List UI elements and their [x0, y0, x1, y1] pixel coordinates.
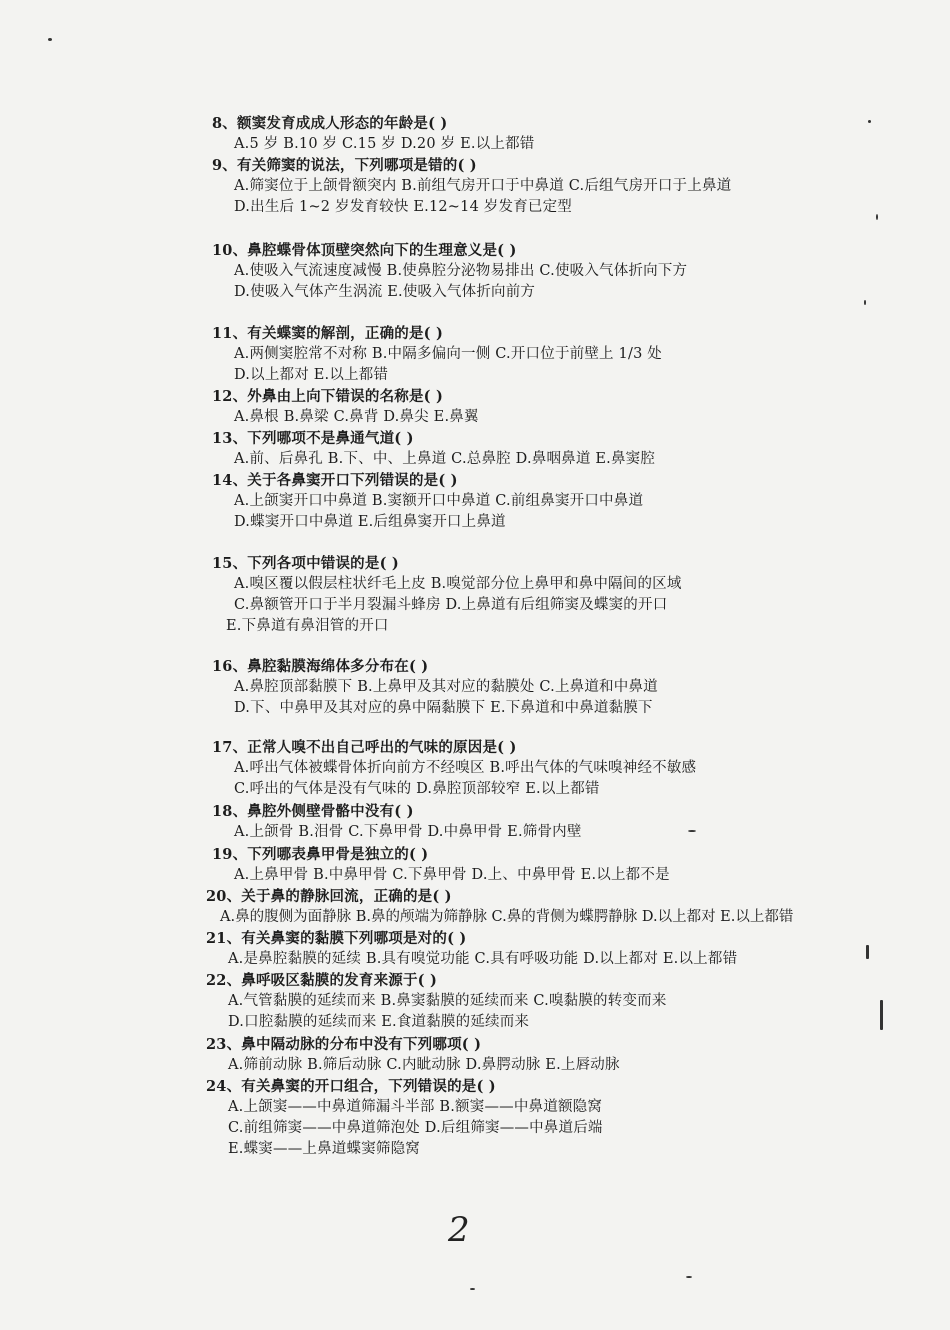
question-options: A.前、后鼻孔 B.下、中、上鼻道 C.总鼻腔 D.鼻咽鼻道 E.鼻窦腔: [234, 451, 656, 467]
question-24: [206, 1076, 603, 1160]
question-stem: 13、下列哪项不是鼻通气道( ): [212, 430, 414, 447]
question-stem: 14、关于各鼻窦开口下列错误的是( ): [212, 472, 458, 489]
question-22: [206, 970, 667, 1033]
question-options: C.前组筛窦——中鼻道筛泡处 D.后组筛窦——中鼻道后端: [228, 1120, 603, 1136]
question-options: E.下鼻道有鼻泪管的开口: [226, 618, 389, 634]
question-stem: 10、鼻腔蝶骨体顶壁突然向下的生理意义是( ): [212, 242, 517, 259]
question-stem: 12、外鼻由上向下错误的名称是( ): [212, 388, 444, 405]
question-options: A.上颌窦开口中鼻道 B.窦额开口中鼻道 C.前组鼻窦开口中鼻道: [234, 493, 644, 509]
question-stem: 21、有关鼻窦的黏膜下列哪项是对的( ): [206, 930, 467, 947]
question-options: A.筛窦位于上颌骨额突内 B.前组气房开口于中鼻道 C.后组气房开口于上鼻道: [234, 178, 732, 194]
question-options: A.鼻腔顶部黏膜下 B.上鼻甲及其对应的黏膜处 C.上鼻道和中鼻道: [234, 679, 658, 695]
question-options: D.以上都对 E.以上都错: [234, 367, 389, 383]
question-options: A.鼻根 B.鼻梁 C.鼻背 D.鼻尖 E.鼻翼: [234, 409, 479, 425]
question-options: A.5 岁 B.10 岁 C.15 岁 D.20 岁 E.以上都错: [234, 136, 535, 152]
question-11: [212, 323, 662, 386]
question-8: [212, 113, 535, 155]
question-23: [206, 1034, 620, 1076]
question-stem: 22、鼻呼吸区黏膜的发育来源于( ): [206, 972, 438, 989]
question-options: A.呼出气体被蝶骨体折向前方不经嗅区 B.呼出气体的气味嗅神经不敏感: [234, 760, 697, 776]
scan-speck: [48, 38, 52, 41]
scan-speck: [866, 945, 869, 959]
question-15: [212, 553, 682, 637]
scan-speck: [876, 214, 878, 220]
question-stem: 8、额窦发育成成人形态的年龄是( ): [212, 115, 448, 132]
question-options: A.气管黏膜的延续而来 B.鼻窦黏膜的延续而来 C.嗅黏膜的转变而来: [228, 993, 667, 1009]
question-16: [212, 656, 658, 719]
question-options: A.鼻的腹侧为面静脉 B.鼻的颅端为筛静脉 C.鼻的背侧为蝶腭静脉 D.以上都对 E.以上都错: [220, 909, 794, 925]
question-stem: 17、正常人嗅不出自己呼出的气味的原因是( ): [212, 739, 517, 756]
question-options: A.两侧窦腔常不对称 B.中隔多偏向一侧 C.开口位于前壁上 1/3 处: [234, 346, 663, 362]
question-options: D.使吸入气体产生涡流 E.使吸入气体折向前方: [234, 284, 536, 300]
question-options: A.是鼻腔黏膜的延续 B.具有嗅觉功能 C.具有呼吸功能 D.以上都对 E.以上都错: [228, 951, 738, 967]
question-10: [212, 240, 687, 303]
question-14: [212, 470, 643, 533]
question-21: [206, 928, 737, 970]
question-stem: 24、有关鼻窦的开口组合，下列错误的是( ): [206, 1078, 496, 1095]
question-options: A.嗅区覆以假层柱状纤毛上皮 B.嗅觉部分位上鼻甲和鼻中隔间的区域: [234, 576, 682, 592]
question-18: [212, 801, 582, 843]
question-stem: 15、下列各项中错误的是( ): [212, 555, 399, 572]
question-options: E.蝶窦——上鼻道蝶窦筛隐窝: [228, 1141, 420, 1157]
question-9: [212, 155, 731, 218]
question-options: A.上颌窦——中鼻道筛漏斗半部 B.额窦——中鼻道额隐窝: [228, 1099, 603, 1115]
page-number: 2: [448, 1210, 470, 1250]
question-options: C.鼻额管开口于半月裂漏斗蜂房 D.上鼻道有后组筛窦及蝶窦的开口: [234, 597, 668, 613]
question-13: [212, 428, 655, 470]
question-stem: 11、有关蝶窦的解剖，正确的是( ): [212, 325, 444, 342]
question-stem: 23、鼻中隔动脉的分布中没有下列哪项( ): [206, 1036, 482, 1053]
question-options: A.上鼻甲骨 B.中鼻甲骨 C.下鼻甲骨 D.上、中鼻甲骨 E.以上都不是: [234, 867, 670, 883]
scan-speck: [688, 830, 696, 832]
question-options: A.使吸入气流速度减慢 B.使鼻腔分泌物易排出 C.使吸入气体折向下方: [234, 263, 688, 279]
question-17: [212, 737, 696, 800]
question-options: D.蝶窦开口中鼻道 E.后组鼻窦开口上鼻道: [234, 514, 506, 530]
scan-speck: [864, 300, 866, 305]
question-options: D.出生后 1~2 岁发育较快 E.12~14 岁发育已定型: [234, 199, 572, 215]
scan-speck: [470, 1288, 475, 1290]
question-stem: 18、鼻腔外侧壁骨骼中没有( ): [212, 803, 414, 820]
question-19: [212, 844, 670, 886]
scan-speck: [686, 1276, 692, 1278]
question-stem: 16、鼻腔黏膜海绵体多分布在( ): [212, 658, 429, 675]
question-stem: 19、下列哪表鼻甲骨是独立的( ): [212, 846, 429, 863]
question-stem: 9、有关筛窦的说法，下列哪项是错的( ): [212, 157, 477, 174]
question-stem: 20、关于鼻的静脉回流，正确的是( ): [206, 888, 452, 905]
question-options: C.呼出的气体是没有气味的 D.鼻腔顶部较窄 E.以上都错: [234, 781, 600, 797]
question-20: [206, 886, 793, 928]
question-options: A.筛前动脉 B.筛后动脉 C.内眦动脉 D.鼻腭动脉 E.上唇动脉: [228, 1057, 620, 1073]
question-options: A.上颌骨 B.泪骨 C.下鼻甲骨 D.中鼻甲骨 E.筛骨内壁: [234, 824, 582, 840]
question-12: [212, 386, 479, 428]
question-options: D.下、中鼻甲及其对应的鼻中隔黏膜下 E.下鼻道和中鼻道黏膜下: [234, 700, 653, 716]
question-options: D.口腔黏膜的延续而来 E.食道黏膜的延续而来: [228, 1014, 530, 1030]
scan-speck: [880, 1000, 883, 1030]
scan-speck: [868, 120, 871, 123]
